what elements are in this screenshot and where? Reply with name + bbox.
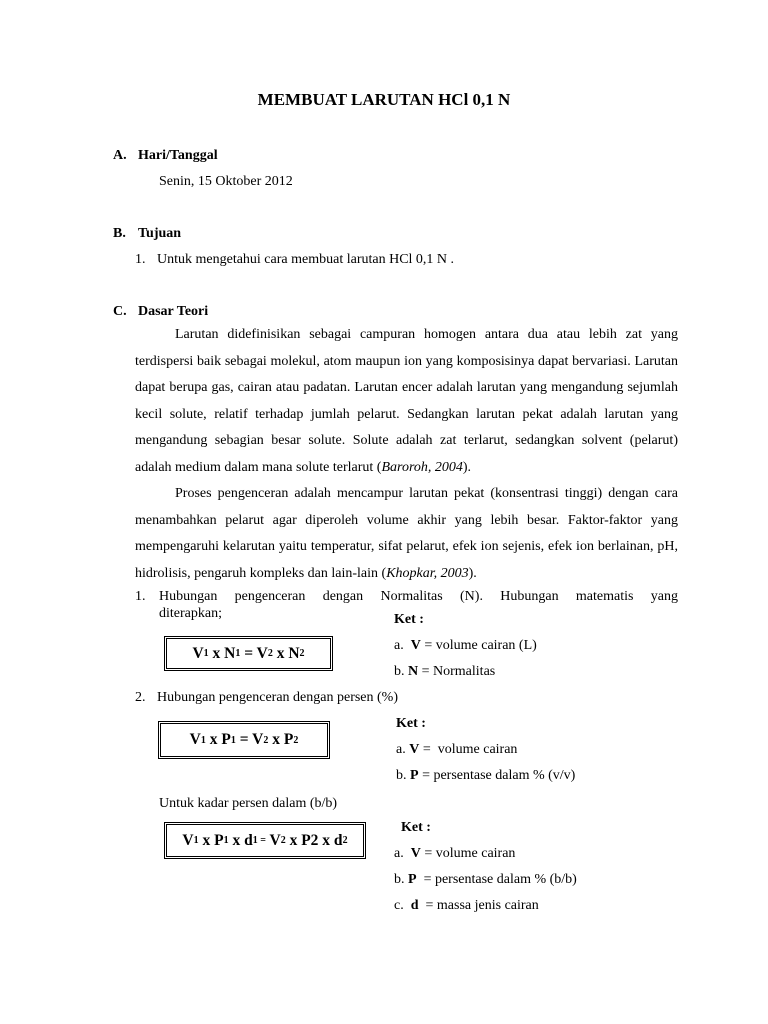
citation-khopkar: Khopkar, 2003 <box>386 565 469 581</box>
note-letter: a. <box>394 638 404 653</box>
note-letter: b. <box>396 768 407 783</box>
f1-a1: 1 <box>203 648 209 659</box>
item-1-line-1: Hubungan pengenceran dengan Normalitas (N). Hubungan matematis yang <box>159 589 678 604</box>
item-3-note-b <box>394 872 577 888</box>
note-symbol: V <box>410 846 421 861</box>
objective-item <box>135 252 454 268</box>
note-symbol: V <box>410 638 421 653</box>
item-1-ket: Ket : <box>394 612 424 627</box>
f2-b: x P <box>205 731 231 748</box>
formula-percent <box>158 721 330 759</box>
item-2-note-b <box>396 768 575 784</box>
note-desc: = persentase dalam % (v/v) <box>418 768 576 783</box>
theory-paragraph-2 <box>135 481 678 587</box>
note-letter: a. <box>396 742 406 757</box>
note-desc: = persentase dalam % (b/b) <box>416 872 577 887</box>
formula-percent-density <box>164 822 366 859</box>
theory-paragraph-2-end: ). <box>468 565 477 581</box>
note-desc: = volume cairan <box>420 846 516 861</box>
item-3-note-c <box>394 898 539 914</box>
note-symbol: N <box>408 664 419 679</box>
section-a-label: A. <box>113 148 127 163</box>
item-1-note-b <box>394 664 495 680</box>
item-3-ket: Ket : <box>401 820 431 835</box>
item-2-text: Hubungan pengenceran dengan persen (%) <box>157 690 399 705</box>
f3-e: x P2 x d <box>285 831 343 849</box>
f3-a1: 1 <box>193 835 199 846</box>
f3-c1: 1 = <box>252 835 266 846</box>
theory-paragraph-2-text: Proses pengenceran adalah mencampur larutan pekat (konsentrasi tinggi) dengan cara menambahkan pelarut agar diperoleh volume akhir yang lebih besar. Faktor-faktor yang mempengaruhi kelarutan yaitu temperatur, sifat pelarut, efek ion sejenis, efek ion berlainan, pH, hidrolisis, pengaruh kompleks dan lain-lain ( <box>135 486 678 581</box>
f2-a: V <box>189 731 201 748</box>
note-symbol: P <box>408 872 417 887</box>
f1-c1: 2 <box>267 648 273 659</box>
objective-number: 1. <box>135 252 146 267</box>
f1-a: V <box>192 644 204 662</box>
f1-b1: 1 <box>235 648 241 659</box>
note-letter: a. <box>394 846 404 861</box>
objective-text: Untuk mengetahui cara membuat larutan HCl 0,1 N . <box>157 252 455 267</box>
note-symbol: d <box>410 898 419 913</box>
note-desc: = Normalitas <box>418 664 496 679</box>
section-c-title: Dasar Teori <box>138 304 209 319</box>
item-3-intro: Untuk kadar persen dalam (b/b) <box>159 796 338 811</box>
item-2-note-a <box>396 742 517 758</box>
f2-d: x P <box>268 731 294 748</box>
item-2-number: 2. <box>135 690 146 705</box>
f2-b1: 1 <box>230 734 236 746</box>
theory-paragraph-1 <box>135 322 678 481</box>
theory-paragraph-1-text: Larutan didefinisikan sebagai campuran homogen antara dua atau lebih zat yang terdispersi baik sebagai molekul, atom maupun ion yang komposisinya dapat bervariasi. Larutan dapat berupa gas, cairan atau padatan. Larutan encer adalah larutan yang mengandung sejumlah kecil solute, relatif terhadap jumlah pelarut. Sedangkan larutan pekat adalah larutan yang mengandung sebagian besar solute. Solute adalah zat terlarut, sedangkan solvent (pelarut) adalah medium dalam mana solute terlarut ( <box>135 327 678 475</box>
f2-c: = V <box>235 731 264 748</box>
f2-d1: 2 <box>293 734 299 746</box>
formula-normality <box>164 636 333 671</box>
page-title: MEMBUAT LARUTAN HCl 0,1 N <box>257 90 511 109</box>
section-a-date: Senin, 15 Oktober 2012 <box>159 174 293 189</box>
note-letter: c. <box>394 898 404 913</box>
citation-baroroh: Baroroh, 2004 <box>381 459 463 475</box>
f2-c1: 2 <box>263 734 269 746</box>
f1-b: x N <box>208 644 236 662</box>
f3-b1: 1 <box>223 835 229 846</box>
note-desc: = massa jenis cairan <box>418 898 539 913</box>
note-desc: = volume cairan <box>419 742 518 757</box>
note-letter: b. <box>394 664 405 679</box>
f1-d: x N <box>272 644 300 662</box>
section-b-title: Tujuan <box>138 226 182 241</box>
section-c-heading <box>113 304 208 320</box>
note-symbol: V <box>409 742 420 757</box>
f3-d: V <box>265 831 281 849</box>
f3-a: V <box>182 831 194 849</box>
note-desc: = volume cairan (L) <box>420 638 537 653</box>
item-2 <box>135 690 398 706</box>
item-2-ket: Ket : <box>396 716 426 731</box>
note-symbol: P <box>410 768 419 783</box>
f3-e1: 2 <box>342 835 348 846</box>
section-a-title: Hari/Tanggal <box>138 148 218 163</box>
f1-d1: 2 <box>299 648 305 659</box>
item-1-line-2: diterapkan; <box>159 606 222 621</box>
section-c-label: C. <box>113 304 127 319</box>
f2-a1: 1 <box>200 734 206 746</box>
section-b-heading <box>113 226 181 242</box>
item-1-number: 1. <box>135 589 146 604</box>
item-3-note-a <box>394 846 515 862</box>
f3-b: x P <box>198 831 224 849</box>
f3-d1: 2 <box>280 835 286 846</box>
f3-c: x d <box>228 831 253 849</box>
f1-c: = V <box>240 644 268 662</box>
section-a-heading <box>113 148 218 164</box>
section-b-label: B. <box>113 226 126 241</box>
theory-paragraph-1-end: ). <box>462 459 472 475</box>
item-1-note-a <box>394 638 537 654</box>
note-letter: b. <box>394 872 405 887</box>
